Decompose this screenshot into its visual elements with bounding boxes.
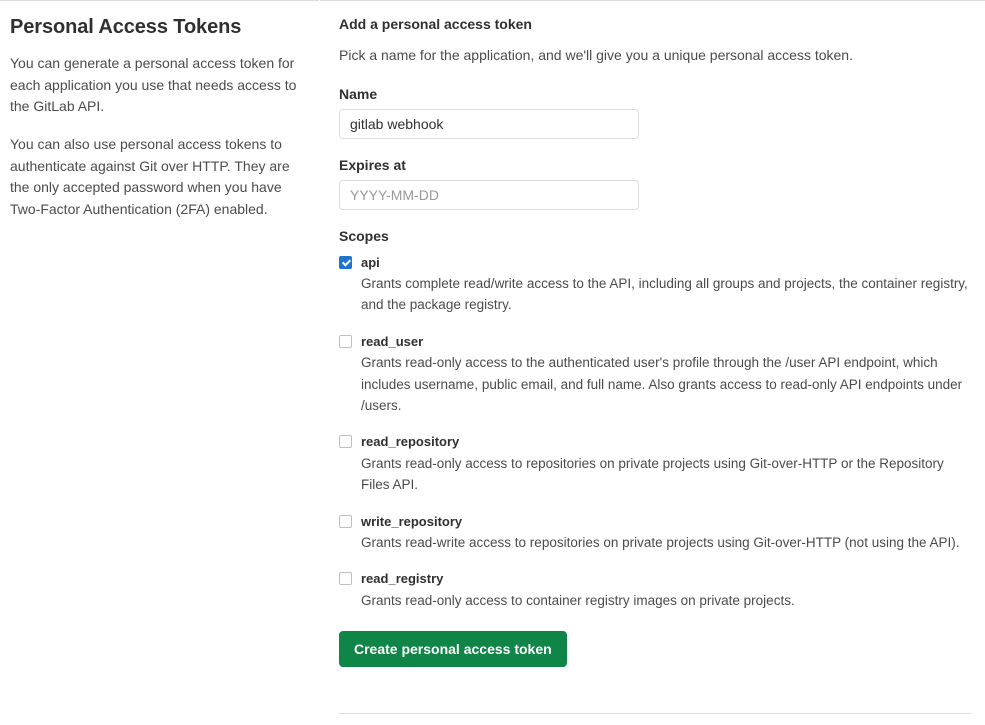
add-token-form [339, 16, 971, 667]
name-label: Name [339, 85, 378, 102]
scope-row-read-repository[interactable] [339, 433, 971, 495]
scope-checkbox-read-registry[interactable] [339, 572, 352, 585]
column-divider [319, 0, 320, 725]
scope-row-write-repository[interactable] [339, 513, 971, 554]
scope-checkbox-api[interactable] [339, 256, 352, 269]
top-divider [0, 0, 985, 1]
scope-description-read-repository: Grants read-only access to repositories on private projects using Git-over-HTTP or the Repository Files API. [361, 455, 944, 493]
scope-description-api: Grants complete read/write access to the API, including all groups and projects, the container registry, and the package registry. [361, 276, 968, 313]
sidebar-paragraph-2: You can also use personal access tokens to authenticate against Git over HTTP. They are the only accepted password when you have Two-Factor Authentication (2FA) enabled. [10, 136, 290, 218]
sidebar-description [10, 16, 310, 237]
page-title: Personal Access Tokens [10, 16, 242, 38]
sidebar-paragraph-1: You can generate a personal access token for each application you use that needs access to the GitLab API. [10, 55, 297, 115]
expires-at-input[interactable] [339, 180, 639, 210]
scope-row-read-user[interactable] [339, 333, 971, 417]
scope-checkbox-read-user[interactable] [339, 335, 352, 348]
form-subheading: Pick a name for the application, and we'll give you a unique personal access token. [339, 47, 853, 63]
create-personal-access-token-button[interactable]: Create personal access token [339, 631, 567, 667]
scope-name-read-user: read_user [361, 333, 424, 349]
expires-field-group [339, 157, 971, 210]
scope-row-read-registry[interactable] [339, 570, 971, 611]
name-input[interactable] [339, 109, 639, 139]
scope-name-read-repository: read_repository [361, 434, 460, 450]
form-heading: Add a personal access token [339, 16, 532, 32]
scope-row-api[interactable] [339, 254, 971, 316]
scope-name-read-registry: read_registry [361, 571, 444, 587]
scope-description-write-repository: Grants read-write access to repositories on private projects using Git-over-HTTP (not using the API). [361, 535, 960, 551]
expires-at-label: Expires at [339, 156, 406, 173]
bottom-divider [339, 713, 971, 714]
scope-description-read-registry: Grants read-only access to container registry images on private projects. [361, 592, 795, 608]
scope-name-api: api [361, 254, 380, 270]
scope-description-read-user: Grants read-only access to the authenticated user's profile through the /user API endpoint, which includes username, public email, and full name. Also grants access to read-only API endpoints under /users. [361, 355, 963, 413]
scope-checkbox-read-repository[interactable] [339, 435, 352, 448]
scopes-label: Scopes [339, 227, 389, 244]
scope-checkbox-write-repository[interactable] [339, 515, 352, 528]
scope-name-write-repository: write_repository [361, 513, 463, 529]
name-field-group [339, 86, 971, 139]
